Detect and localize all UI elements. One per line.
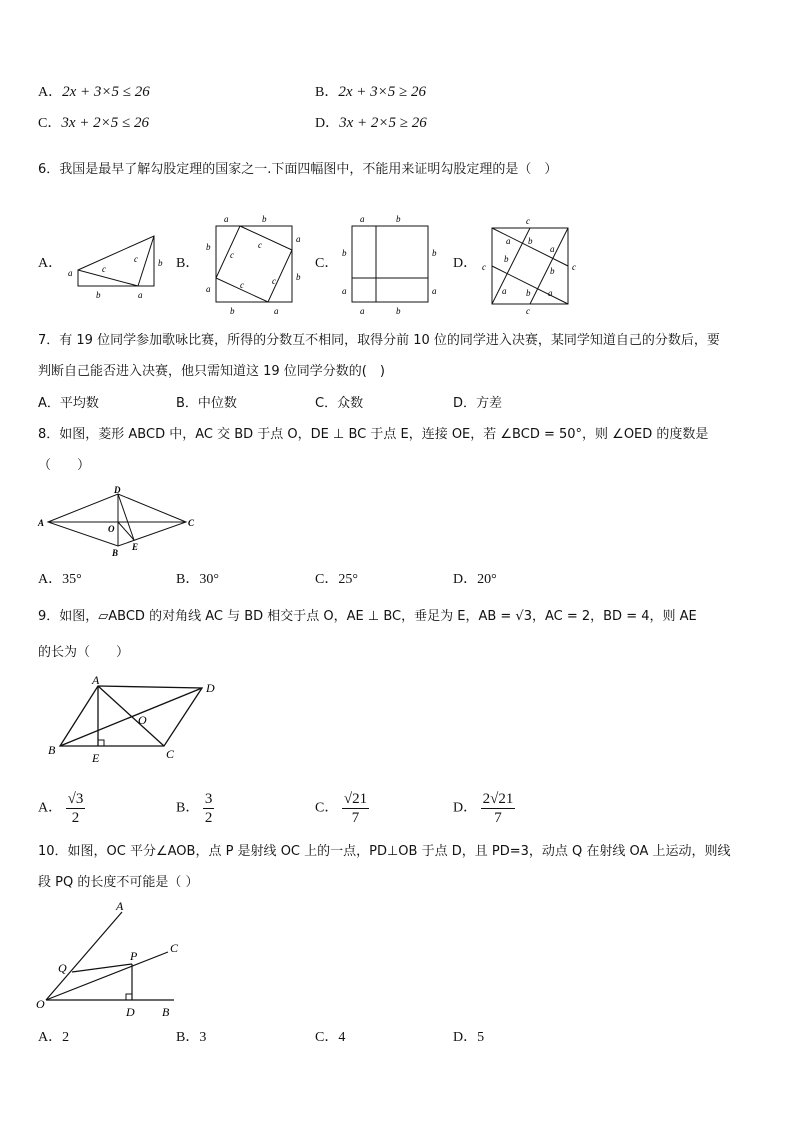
svg-text:O: O (108, 524, 115, 534)
q7-option-b: B．中位数 (176, 396, 237, 411)
q6-option-b-label: B． (176, 256, 200, 271)
svg-text:a: a (550, 244, 555, 254)
q7-stem-line2: 判断自己能否进入决赛，他只需知道这 19 位同学分数的( ) (38, 364, 385, 379)
svg-text:b: b (96, 290, 101, 300)
svg-text:a: a (506, 236, 511, 246)
svg-text:b: b (550, 266, 555, 276)
q9-stem-line1: 9．如图，▱ABCD 的对角线 AC 与 BD 相交于点 O，AE ⊥ BC，垂足为 E，AB = √3，AC = 2，BD = 4，则 AE (38, 609, 697, 624)
q10-figure (30, 898, 196, 1022)
q10-stem-line2: 段 PQ 的长度不可能是（ ） (38, 875, 199, 890)
q10-option-d: D．5 (453, 1030, 485, 1045)
q8-option-b: B．30° (176, 572, 219, 587)
q6-option-a-label: A． (38, 256, 63, 271)
q7-option-d: D．方差 (453, 396, 503, 411)
q9-option-a: A． $\frac{√3}{2}$ (38, 791, 84, 826)
svg-text:D: D (206, 681, 215, 695)
q9-option-d: D． $\frac{2√21}{7}$ (453, 791, 514, 826)
q5-option-b: B．2x + 3×5 ≥ 26 (315, 84, 426, 100)
svg-text:c: c (526, 216, 530, 226)
svg-text:b: b (528, 236, 533, 246)
svg-text:b: b (504, 254, 509, 264)
q5-option-a: A．2x + 3×5 ≤ 26 (38, 84, 150, 100)
svg-text:c: c (230, 250, 234, 260)
q8-option-d: D．20° (453, 572, 497, 587)
q9-option-c: C． $\frac{√21}{7}$ (315, 791, 368, 826)
q9-option-b: B． $\frac{3}{2}$ (176, 791, 213, 826)
svg-text:P: P (130, 949, 138, 963)
svg-text:A: A (92, 673, 100, 687)
svg-text:D: D (126, 1005, 135, 1019)
q8-stem-line2: （ ） (38, 458, 91, 473)
svg-text:b: b (296, 272, 301, 282)
q10-option-c: C．4 (315, 1030, 346, 1045)
svg-text:c: c (572, 262, 576, 272)
svg-text:A: A (116, 899, 124, 913)
svg-text:A: A (38, 518, 45, 528)
q7-option-a: A．平均数 (38, 396, 99, 411)
q6-option-c-label: C． (315, 256, 339, 271)
q6-figure-a (62, 228, 166, 304)
svg-text:c: c (102, 264, 106, 274)
q10-stem-line1: 10．如图，OC 平分∠AOB，点 P 是射线 OC 上的一点，PD⊥OB 于点 D，且 PD=3，动点 Q 在射线 OA 上运动，则线 (38, 844, 731, 859)
svg-text:a: a (548, 288, 553, 298)
q6-figure-b (200, 212, 310, 316)
svg-text:O: O (36, 997, 45, 1011)
q6-option-d-label: D． (453, 256, 478, 271)
svg-text:b: b (526, 288, 531, 298)
svg-text:b: b (230, 306, 235, 316)
q6-figure-d (478, 212, 578, 316)
svg-text:Q: Q (58, 961, 67, 975)
svg-text:c: c (134, 254, 138, 264)
svg-text:b: b (206, 242, 211, 252)
q8-option-a: A．35° (38, 572, 82, 587)
svg-text:C: C (166, 747, 175, 761)
svg-text:c: c (272, 276, 276, 286)
svg-text:b: b (262, 214, 267, 224)
svg-text:b: b (396, 306, 401, 316)
svg-text:a: a (432, 286, 437, 296)
q8-figure (36, 484, 200, 558)
q6-figure-c (338, 212, 444, 316)
svg-text:B: B (112, 548, 119, 558)
svg-text:E: E (92, 751, 100, 764)
q7-option-c: C．众数 (315, 396, 364, 411)
svg-text:a: a (360, 306, 365, 316)
svg-text:b: b (342, 248, 347, 258)
svg-text:b: b (396, 214, 401, 224)
q9-stem-line2: 的长为（ ） (38, 645, 130, 660)
q6-stem: 6．我国是最早了解勾股定理的国家之一.下面四幅图中，不能用来证明勾股定理的是（ ） (38, 162, 558, 177)
svg-text:O: O (138, 713, 147, 727)
svg-text:D: D (114, 485, 121, 495)
q7-stem-line1: 7．有 19 位同学参加歌咏比赛，所得的分数互不相同，取得分前 10 位的同学进入决赛，某同学知道自己的分数后，要 (38, 333, 720, 348)
svg-text:a: a (296, 234, 301, 244)
svg-text:a: a (342, 286, 347, 296)
svg-text:c: c (258, 240, 262, 250)
svg-text:E: E (132, 542, 139, 552)
svg-text:c: c (526, 306, 530, 316)
q8-stem-line1: 8．如图，菱形 ABCD 中，AC 交 BD 于点 O，DE ⊥ BC 于点 E，连接 OE，若 ∠BCD = 50°，则 ∠OED 的度数是 (38, 427, 709, 442)
svg-text:C: C (170, 941, 179, 955)
q9-figure (42, 672, 232, 764)
q5-option-c: C．3x + 2×5 ≤ 26 (38, 115, 149, 131)
svg-text:C: C (188, 518, 195, 528)
svg-text:c: c (482, 262, 486, 272)
svg-text:b: b (432, 248, 437, 258)
svg-text:B: B (48, 743, 56, 757)
svg-text:a: a (138, 290, 143, 300)
svg-text:B: B (162, 1005, 170, 1019)
svg-text:c: c (240, 280, 244, 290)
q8-option-c: C．25° (315, 572, 358, 587)
svg-text:a: a (224, 214, 229, 224)
svg-text:a: a (360, 214, 365, 224)
svg-text:b: b (158, 258, 163, 268)
svg-text:a: a (274, 306, 279, 316)
svg-text:a: a (502, 286, 507, 296)
svg-text:a: a (206, 284, 211, 294)
q5-option-d: D．3x + 2×5 ≥ 26 (315, 115, 427, 131)
q10-option-a: A．2 (38, 1030, 70, 1045)
svg-text:a: a (68, 268, 73, 278)
q10-option-b: B．3 (176, 1030, 207, 1045)
